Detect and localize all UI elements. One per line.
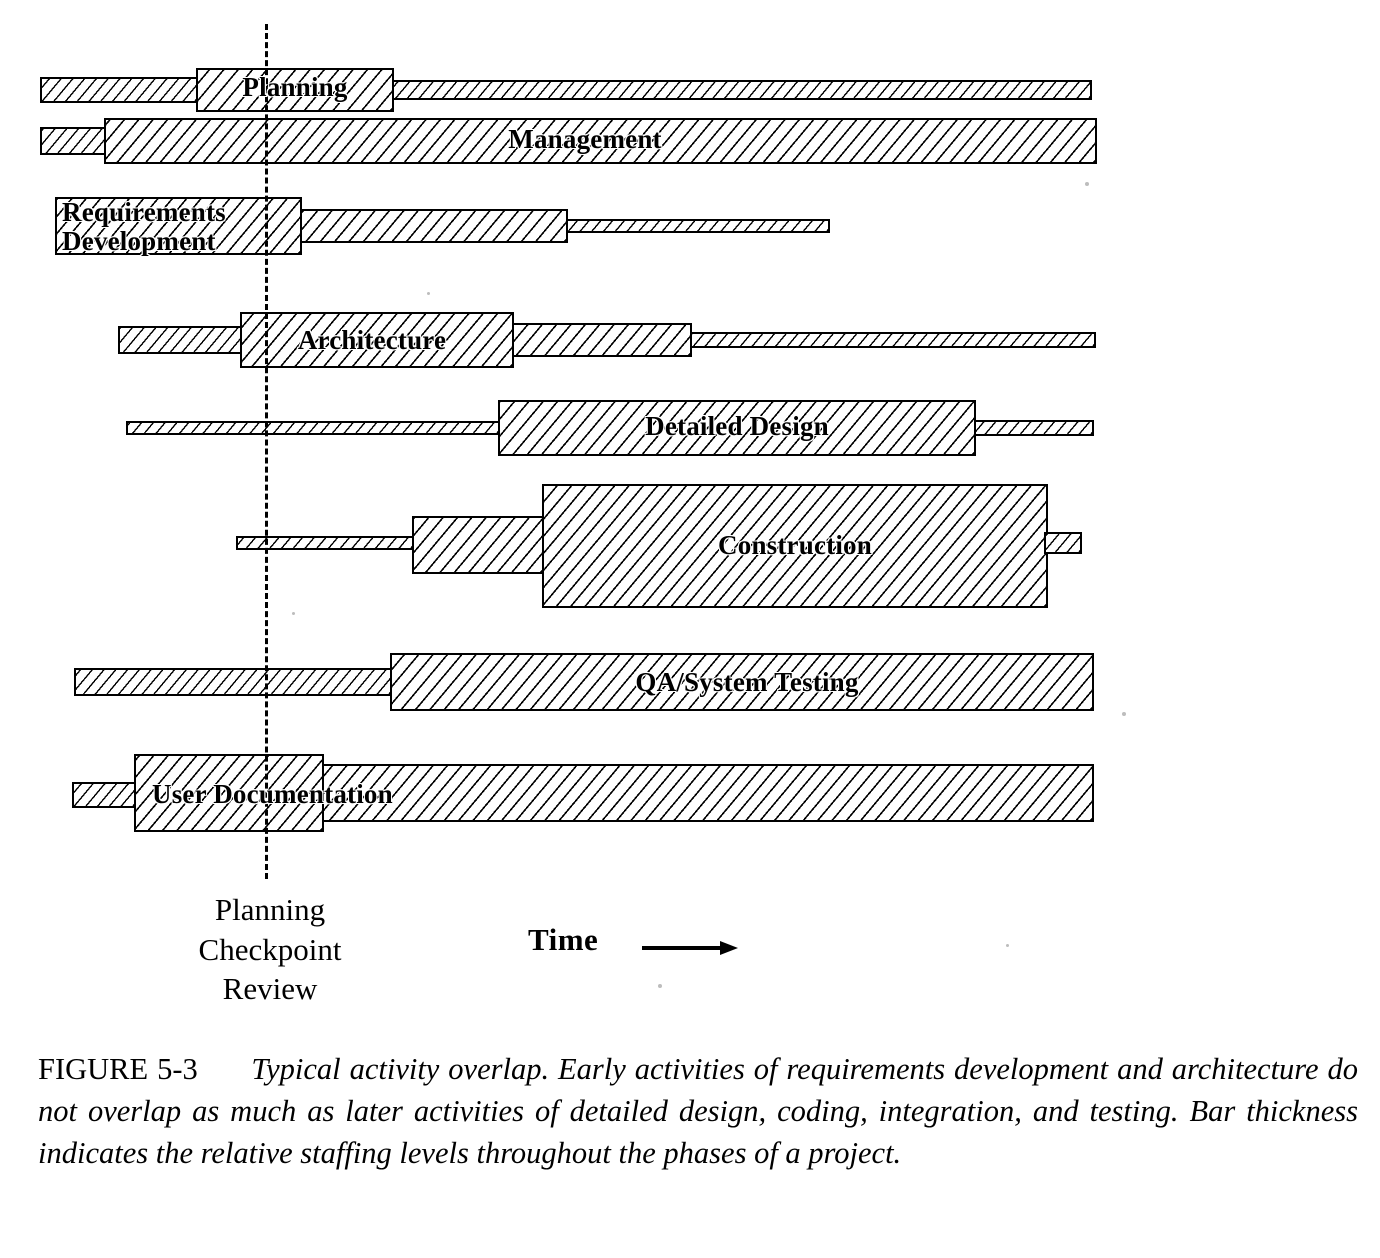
page-speck [1006, 944, 1009, 947]
bar-segment [300, 209, 568, 243]
bar-segment [392, 80, 1092, 100]
time-arrow-icon [642, 941, 738, 955]
bar-segment [236, 536, 414, 550]
time-axis-label: Time [528, 922, 599, 957]
planning-checkpoint-line [265, 24, 268, 879]
planning-checkpoint-caption [150, 890, 390, 1009]
page-speck [658, 984, 662, 988]
activity-label-architecture: Architecture [297, 325, 447, 355]
bar-segment [566, 219, 830, 233]
bar-segment [1044, 532, 1082, 554]
activity-bar-user-documentation [0, 750, 1380, 842]
page-speck [292, 612, 295, 615]
activity-label-line: Development [62, 226, 216, 257]
activity-bar-detailed-design [0, 398, 1380, 464]
activity-bar-construction [0, 480, 1380, 612]
activity-label-user-documentation: User Documentation [152, 779, 393, 809]
bar-segment [690, 332, 1096, 348]
bar-segment [512, 323, 692, 357]
figure-caption-text: Typical activity overlap. Early activities of requirements development and architecture do not overlap as much as later activities of detailed design, coding, integration, and testing. Bar thickness indicates the relative staffing levels throughout the phases of a project. [38, 1052, 1359, 1171]
activity-bar-requirements-development [0, 196, 1380, 266]
activity-bar-architecture [0, 310, 1380, 380]
bar-segment [974, 420, 1094, 436]
activity-bar-planning [0, 60, 1380, 120]
activity-label-planning: Planning [242, 72, 348, 102]
page-speck [427, 292, 430, 295]
checkpoint-caption-line: Planning [214, 892, 326, 927]
activity-label-management: Management [508, 124, 662, 154]
activity-bar-management [0, 112, 1380, 174]
bar-segment [118, 326, 244, 354]
activity-label-detailed-design: Detailed Design [645, 411, 829, 441]
bar-segment [74, 668, 392, 696]
figure-number: FIGURE 5-3 [38, 1052, 198, 1086]
bar-segment [40, 77, 198, 103]
activity-label-line: Requirements [62, 197, 226, 227]
checkpoint-caption-line: Review [222, 971, 318, 1007]
page-speck [1085, 182, 1089, 186]
activity-label-qa-system-testing: QA/System Testing [635, 667, 859, 697]
bar-segment [72, 782, 136, 808]
bar-segment [126, 421, 500, 435]
figure-caption [38, 1048, 1358, 1174]
activity-label-construction: Construction [718, 530, 872, 560]
activity-label-requirements-development [62, 198, 292, 256]
bar-segment [412, 516, 544, 574]
bar-segment [40, 127, 108, 155]
checkpoint-caption-line: Checkpoint [198, 931, 342, 967]
activity-bar-qa-system-testing [0, 650, 1380, 720]
